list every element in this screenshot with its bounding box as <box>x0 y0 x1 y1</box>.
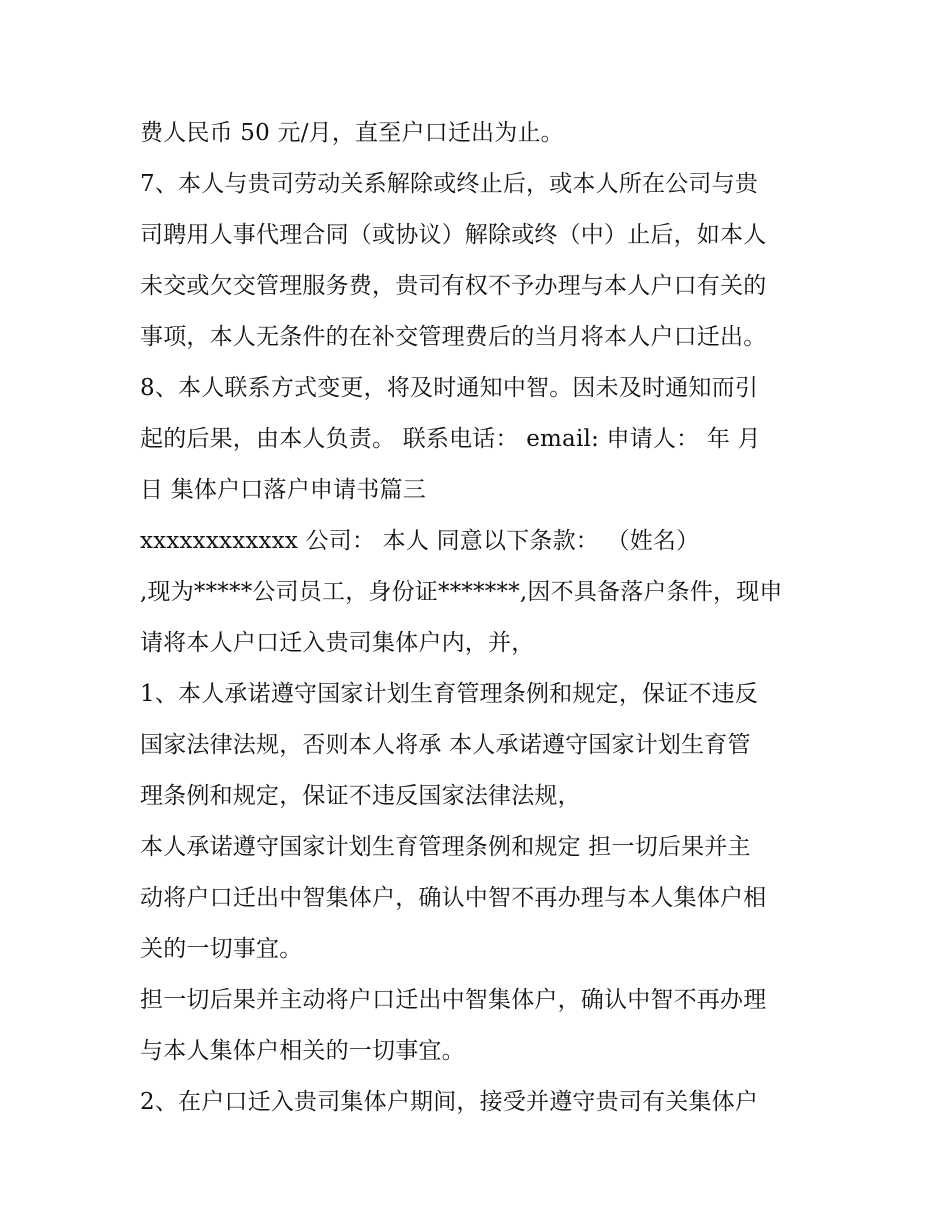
document-body <box>140 108 820 1128</box>
text-line: 事项，本人无条件的在补交管理费后的当月将本人户口迁出。 <box>140 324 767 350</box>
text-line: 司聘用人事代理合同（或协议）解除或终（中）止后，如本人 <box>140 222 767 248</box>
text-line: 2、在户口迁入贵司集体户期间，接受并遵守贵司有关集体户 <box>140 1089 759 1115</box>
text-line: 费人民币 50 元/月，直至户口迁出为止。 <box>140 120 564 146</box>
text-line: 与本人集体户相关的一切事宜。 <box>140 1038 465 1064</box>
text-line: 国家法律法规，否则本人将承 本人承诺遵守国家计划生育管 <box>140 732 751 758</box>
text-line: 1、本人承诺遵守国家计划生育管理条例和规定，保证不违反 <box>140 681 759 707</box>
text-line: 动将户口迁出中智集体户，确认中智不再办理与本人集体户相 <box>140 885 767 911</box>
text-line: 关的一切事宜。 <box>140 936 303 962</box>
text-line: 起的后果，由本人负责。 联系电话： email: 申请人： 年 月 <box>140 426 761 452</box>
text-line: 8、本人联系方式变更，将及时通知中智。因未及时通知而引 <box>140 375 759 401</box>
text-line: xxxxxxxxxxxx 公司： 本人 同意以下条款： （姓名） <box>140 528 700 554</box>
text-line: 未交或欠交管理服务费，贵司有权不予办理与本人户口有关的 <box>140 273 767 299</box>
text-line: ,现为*****公司员工，身份证*******,因不具备落户条件，现申 <box>140 579 783 605</box>
text-line: 担一切后果并主动将户口迁出中智集体户，确认中智不再办理 <box>140 987 767 1013</box>
section-title-line: 日 集体户口落户申请书篇三 <box>140 477 426 503</box>
text-line: 7、本人与贵司劳动关系解除或终止后，或本人所在公司与贵 <box>140 171 759 197</box>
text-line: 请将本人户口迁入贵司集体户内，并， <box>140 630 535 656</box>
text-line: 本人承诺遵守国家计划生育管理条例和规定 担一切后果并主 <box>140 834 751 860</box>
text-line: 理条例和规定，保证不违反国家法律法规， <box>140 783 581 809</box>
